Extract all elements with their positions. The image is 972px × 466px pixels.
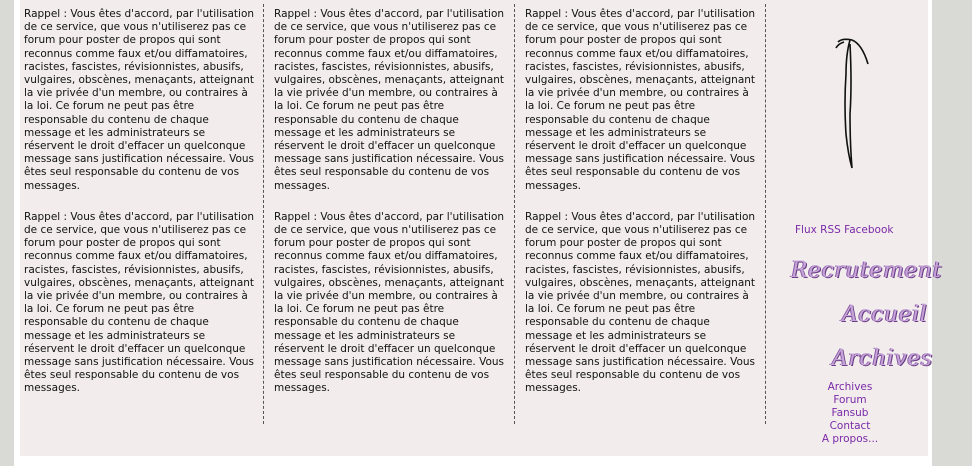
accueil-link[interactable]: Accueil — [842, 302, 928, 327]
sidebar-links — [810, 381, 890, 446]
recrutement-link[interactable]: Recrutement — [791, 258, 942, 283]
notice-text: Rappel : Vous êtes d'accord, par l'utilisation de ce service, que vous n'utiliserez pas ce forum pour poster de propos qui sont reconnus comme faux et/ou diffamatoires, racistes, fascistes, révisionnistes, abusifs, vulgaires, obscènes, menaçants, atteignant la vie privée d'un membre, ou contraires à la loi. Ce forum ne peut pas être responsable du contenu de chaque message et les administrateurs se réservent le droit d'effacer un quelconque message sans justification nécessaire. Vous êtes seul responsable du contenu de vos messages. — [24, 8, 255, 192]
column-separator — [263, 4, 264, 424]
facebook-link[interactable]: Facebook — [844, 224, 894, 236]
scroll-up-arrow-icon[interactable] — [828, 34, 878, 174]
content-panel — [20, 0, 928, 456]
sidebar-link-archives[interactable]: Archives — [827, 381, 873, 393]
sidebar-link-a-propos[interactable]: A propos... — [821, 433, 879, 445]
notice-text: Rappel : Vous êtes d'accord, par l'utilisation de ce service, que vous n'utiliserez pas ce forum pour poster de propos qui sont reconnus comme faux et/ou diffamatoires, racistes, fascistes, révisionnistes, abusifs, vulgaires, obscènes, menaçants, atteignant la vie privée d'un membre, ou contraires à la loi. Ce forum ne peut pas être responsable du contenu de chaque message et les administrateurs se réservent le droit d'effacer un quelconque message sans justification nécessaire. Vous êtes seul responsable du contenu de vos messages. — [274, 210, 505, 395]
rss-facebook-line — [795, 224, 893, 236]
sidebar-link-forum[interactable]: Forum — [833, 394, 867, 406]
flux-rss-link[interactable]: Flux RSS — [795, 224, 841, 236]
notice-text: Rappel : Vous êtes d'accord, par l'utilisation de ce service, que vous n'utiliserez pas ce forum pour poster de propos qui sont reconnus comme faux et/ou diffamatoires, racistes, fascistes, révisionnistes, abusifs, vulgaires, obscènes, menaçants, atteignant la vie privée d'un membre, ou contraires à la loi. Ce forum ne peut pas être responsable du contenu de chaque message et les administrateurs se réservent le droit d'effacer un quelconque message sans justification nécessaire. Vous êtes seul responsable du contenu de vos messages. — [274, 8, 505, 192]
column-separator — [765, 4, 766, 424]
notice-text: Rappel : Vous êtes d'accord, par l'utilisation de ce service, que vous n'utiliserez pas ce forum pour poster de propos qui sont reconnus comme faux et/ou diffamatoires, racistes, fascistes, révisionnistes, abusifs, vulgaires, obscènes, menaçants, atteignant la vie privée d'un membre, ou contraires à la loi. Ce forum ne peut pas être responsable du contenu de chaque message et les administrateurs se réservent le droit d'effacer un quelconque message sans justification nécessaire. Vous êtes seul responsable du contenu de vos messages. — [24, 210, 255, 395]
notice-text: Rappel : Vous êtes d'accord, par l'utilisation de ce service, que vous n'utiliserez pas ce forum pour poster de propos qui sont reconnus comme faux et/ou diffamatoires, racistes, fascistes, révisionnistes, abusifs, vulgaires, obscènes, menaçants, atteignant la vie privée d'un membre, ou contraires à la loi. Ce forum ne peut pas être responsable du contenu de chaque message et les administrateurs se réservent le droit d'effacer un quelconque message sans justification nécessaire. Vous êtes seul responsable du contenu de vos messages. — [525, 210, 756, 395]
archives-link[interactable]: Archives — [832, 346, 933, 371]
notice-text: Rappel : Vous êtes d'accord, par l'utilisation de ce service, que vous n'utiliserez pas ce forum pour poster de propos qui sont reconnus comme faux et/ou diffamatoires, racistes, fascistes, révisionnistes, abusifs, vulgaires, obscènes, menaçants, atteignant la vie privée d'un membre, ou contraires à la loi. Ce forum ne peut pas être responsable du contenu de chaque message et les administrateurs se réservent le droit d'effacer un quelconque message sans justification nécessaire. Vous êtes seul responsable du contenu de vos messages. — [525, 8, 756, 192]
sidebar-link-contact[interactable]: Contact — [829, 420, 871, 432]
notice-column-1 — [24, 8, 256, 414]
sidebar-link-fansub[interactable]: Fansub — [831, 407, 869, 419]
notice-column-3 — [525, 8, 757, 414]
column-separator — [514, 4, 515, 424]
notice-column-2 — [274, 8, 506, 414]
